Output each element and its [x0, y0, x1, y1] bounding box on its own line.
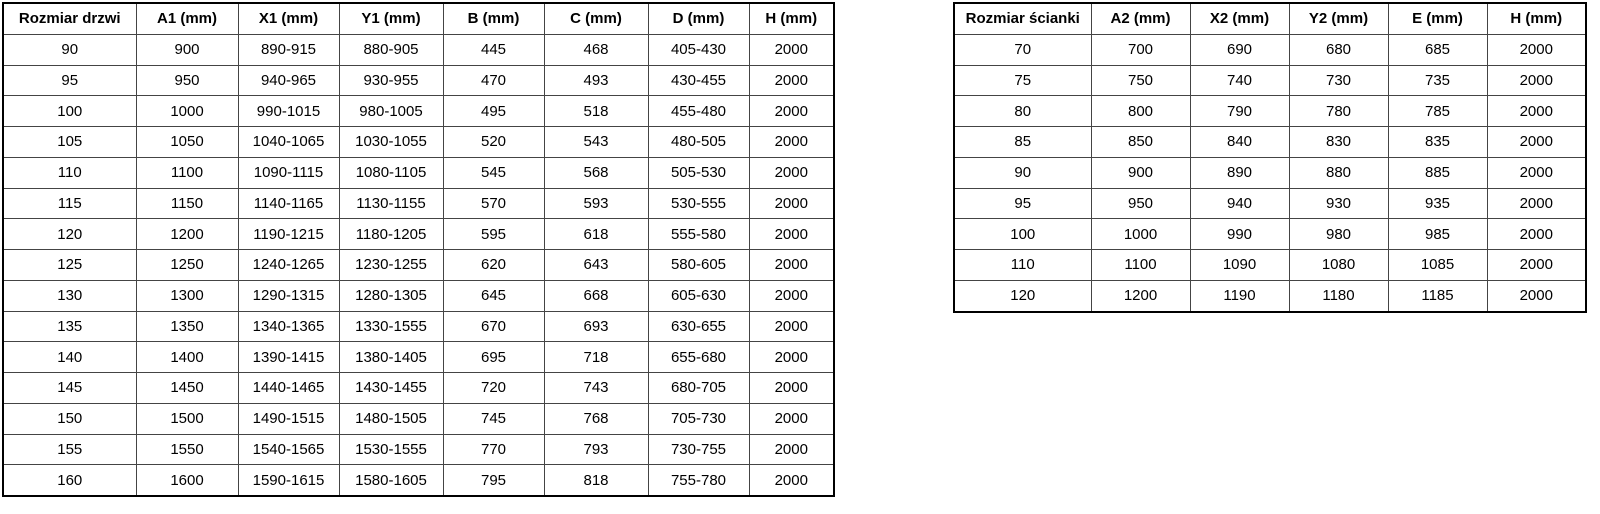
table-cell: 545	[443, 157, 544, 188]
table-cell: 990	[1190, 219, 1289, 250]
column-header: H (mm)	[749, 3, 834, 34]
table-cell: 900	[1091, 157, 1190, 188]
table-cell: 570	[443, 188, 544, 219]
table-cell: 2000	[749, 219, 834, 250]
table-cell: 1100	[1091, 250, 1190, 281]
column-header: X2 (mm)	[1190, 3, 1289, 34]
table-cell: 1050	[136, 127, 238, 158]
table-cell: 2000	[1487, 188, 1586, 219]
table-cell: 445	[443, 34, 544, 65]
table-cell: 2000	[1487, 65, 1586, 96]
table-cell: 880	[1289, 157, 1388, 188]
table-row	[954, 127, 1586, 158]
table-cell: 100	[3, 96, 136, 127]
table-cell: 95	[954, 188, 1091, 219]
table-cell: 835	[1388, 127, 1487, 158]
table-cell: 90	[3, 34, 136, 65]
table-cell: 2000	[1487, 127, 1586, 158]
table-cell: 1500	[136, 403, 238, 434]
table-cell: 950	[136, 65, 238, 96]
table-cell: 740	[1190, 65, 1289, 96]
door-size-table-body	[3, 34, 834, 496]
table-cell: 630-655	[648, 311, 749, 342]
table-cell: 1130-1155	[339, 188, 443, 219]
table-row	[3, 250, 834, 281]
table-row	[3, 188, 834, 219]
table-cell: 940-965	[238, 65, 339, 96]
table-cell: 2000	[1487, 96, 1586, 127]
column-header: D (mm)	[648, 3, 749, 34]
table-cell: 90	[954, 157, 1091, 188]
table-row	[954, 96, 1586, 127]
table-row	[954, 157, 1586, 188]
table-cell: 430-455	[648, 65, 749, 96]
table-cell: 935	[1388, 188, 1487, 219]
table-cell: 518	[544, 96, 648, 127]
table-cell: 680	[1289, 34, 1388, 65]
table-cell: 785	[1388, 96, 1487, 127]
table-cell: 1180	[1289, 280, 1388, 311]
table-cell: 2000	[749, 65, 834, 96]
table-cell: 1150	[136, 188, 238, 219]
table-cell: 850	[1091, 127, 1190, 158]
table-cell: 150	[3, 403, 136, 434]
table-cell: 940	[1190, 188, 1289, 219]
table-cell: 140	[3, 342, 136, 373]
table-cell: 1200	[1091, 280, 1190, 311]
table-cell: 643	[544, 250, 648, 281]
table-row	[3, 465, 834, 496]
table-row	[3, 219, 834, 250]
table-cell: 930	[1289, 188, 1388, 219]
table-cell: 1300	[136, 280, 238, 311]
table-cell: 555-580	[648, 219, 749, 250]
door-size-table	[2, 2, 835, 497]
table-cell: 2000	[749, 373, 834, 404]
table-cell: 1190	[1190, 280, 1289, 311]
table-cell: 743	[544, 373, 648, 404]
table-cell: 800	[1091, 96, 1190, 127]
table-cell: 2000	[749, 403, 834, 434]
column-header: Y1 (mm)	[339, 3, 443, 34]
table-cell: 1000	[1091, 219, 1190, 250]
table-cell: 100	[954, 219, 1091, 250]
table-cell: 530-555	[648, 188, 749, 219]
table-cell: 160	[3, 465, 136, 496]
table-cell: 2000	[749, 280, 834, 311]
table-cell: 85	[954, 127, 1091, 158]
table-cell: 930-955	[339, 65, 443, 96]
table-cell: 1390-1415	[238, 342, 339, 373]
table-cell: 2000	[1487, 219, 1586, 250]
column-header: X1 (mm)	[238, 3, 339, 34]
table-cell: 495	[443, 96, 544, 127]
table-cell: 2000	[1487, 157, 1586, 188]
table-cell: 480-505	[648, 127, 749, 158]
table-cell: 110	[3, 157, 136, 188]
column-header: Y2 (mm)	[1289, 3, 1388, 34]
table-cell: 980	[1289, 219, 1388, 250]
table-cell: 1030-1055	[339, 127, 443, 158]
table-cell: 2000	[1487, 250, 1586, 281]
table-row	[3, 280, 834, 311]
table-cell: 405-430	[648, 34, 749, 65]
table-cell: 985	[1388, 219, 1487, 250]
table-cell: 505-530	[648, 157, 749, 188]
table-cell: 1530-1555	[339, 434, 443, 465]
table-cell: 1590-1615	[238, 465, 339, 496]
table-cell: 130	[3, 280, 136, 311]
table-cell: 830	[1289, 127, 1388, 158]
wall-size-table-header	[954, 3, 1586, 34]
table-cell: 770	[443, 434, 544, 465]
table-row	[954, 65, 1586, 96]
table-cell: 2000	[749, 434, 834, 465]
table-cell: 1280-1305	[339, 280, 443, 311]
table-cell: 120	[3, 219, 136, 250]
table-cell: 1440-1465	[238, 373, 339, 404]
table-cell: 1080-1105	[339, 157, 443, 188]
column-header: H (mm)	[1487, 3, 1586, 34]
table-row	[3, 311, 834, 342]
table-cell: 1000	[136, 96, 238, 127]
table-cell: 1100	[136, 157, 238, 188]
table-cell: 1430-1455	[339, 373, 443, 404]
table-cell: 120	[954, 280, 1091, 311]
header-row	[3, 3, 834, 34]
table-cell: 1250	[136, 250, 238, 281]
table-cell: 735	[1388, 65, 1487, 96]
table-cell: 2000	[1487, 280, 1586, 311]
table-cell: 1085	[1388, 250, 1487, 281]
table-cell: 1090	[1190, 250, 1289, 281]
table-cell: 730-755	[648, 434, 749, 465]
table-cell: 145	[3, 373, 136, 404]
table-cell: 793	[544, 434, 648, 465]
table-cell: 1540-1565	[238, 434, 339, 465]
table-cell: 700	[1091, 34, 1190, 65]
table-cell: 620	[443, 250, 544, 281]
table-cell: 2000	[749, 127, 834, 158]
wall-size-table	[953, 2, 1587, 313]
table-cell: 115	[3, 188, 136, 219]
table-cell: 1230-1255	[339, 250, 443, 281]
table-cell: 880-905	[339, 34, 443, 65]
header-row	[954, 3, 1586, 34]
table-cell: 655-680	[648, 342, 749, 373]
table-row	[3, 96, 834, 127]
table-cell: 705-730	[648, 403, 749, 434]
table-cell: 840	[1190, 127, 1289, 158]
table-row	[3, 157, 834, 188]
table-cell: 1480-1505	[339, 403, 443, 434]
table-cell: 680-705	[648, 373, 749, 404]
table-cell: 2000	[749, 311, 834, 342]
column-header: A1 (mm)	[136, 3, 238, 34]
table-row	[3, 434, 834, 465]
table-cell: 595	[443, 219, 544, 250]
table-cell: 618	[544, 219, 648, 250]
table-cell: 1080	[1289, 250, 1388, 281]
table-cell: 2000	[749, 342, 834, 373]
table-cell: 1090-1115	[238, 157, 339, 188]
table-cell: 1600	[136, 465, 238, 496]
table-cell: 493	[544, 65, 648, 96]
table-cell: 768	[544, 403, 648, 434]
column-header: E (mm)	[1388, 3, 1487, 34]
table-cell: 593	[544, 188, 648, 219]
table-cell: 670	[443, 311, 544, 342]
table-cell: 543	[544, 127, 648, 158]
table-row	[3, 34, 834, 65]
column-header: B (mm)	[443, 3, 544, 34]
table-row	[3, 127, 834, 158]
table-row	[954, 219, 1586, 250]
table-cell: 730	[1289, 65, 1388, 96]
table-cell: 1490-1515	[238, 403, 339, 434]
table-cell: 693	[544, 311, 648, 342]
table-cell: 2000	[749, 34, 834, 65]
table-row	[3, 403, 834, 434]
table-cell: 668	[544, 280, 648, 311]
table-cell: 1140-1165	[238, 188, 339, 219]
table-cell: 1350	[136, 311, 238, 342]
table-cell: 580-605	[648, 250, 749, 281]
table-cell: 1200	[136, 219, 238, 250]
table-cell: 780	[1289, 96, 1388, 127]
table-cell: 1400	[136, 342, 238, 373]
table-cell: 790	[1190, 96, 1289, 127]
table-cell: 125	[3, 250, 136, 281]
column-header: Rozmiar drzwi	[3, 3, 136, 34]
table-cell: 110	[954, 250, 1091, 281]
table-cell: 2000	[749, 157, 834, 188]
table-cell: 1190-1215	[238, 219, 339, 250]
table-cell: 2000	[749, 96, 834, 127]
table-cell: 80	[954, 96, 1091, 127]
table-cell: 745	[443, 403, 544, 434]
table-cell: 1290-1315	[238, 280, 339, 311]
table-cell: 2000	[749, 250, 834, 281]
table-cell: 695	[443, 342, 544, 373]
table-cell: 95	[3, 65, 136, 96]
table-cell: 890	[1190, 157, 1289, 188]
table-row	[3, 65, 834, 96]
table-cell: 1550	[136, 434, 238, 465]
table-cell: 900	[136, 34, 238, 65]
table-cell: 720	[443, 373, 544, 404]
table-row	[954, 250, 1586, 281]
table-cell: 690	[1190, 34, 1289, 65]
table-cell: 685	[1388, 34, 1487, 65]
table-cell: 470	[443, 65, 544, 96]
table-cell: 568	[544, 157, 648, 188]
table-cell: 818	[544, 465, 648, 496]
table-cell: 75	[954, 65, 1091, 96]
table-cell: 1185	[1388, 280, 1487, 311]
table-cell: 1450	[136, 373, 238, 404]
table-cell: 2000	[749, 465, 834, 496]
table-cell: 990-1015	[238, 96, 339, 127]
table-cell: 750	[1091, 65, 1190, 96]
table-cell: 135	[3, 311, 136, 342]
table-cell: 980-1005	[339, 96, 443, 127]
table-cell: 950	[1091, 188, 1190, 219]
table-cell: 1240-1265	[238, 250, 339, 281]
table-cell: 105	[3, 127, 136, 158]
table-cell: 795	[443, 465, 544, 496]
table-row	[954, 34, 1586, 65]
table-cell: 1330-1555	[339, 311, 443, 342]
table-cell: 1580-1605	[339, 465, 443, 496]
table-cell: 890-915	[238, 34, 339, 65]
table-cell: 1380-1405	[339, 342, 443, 373]
table-cell: 1340-1365	[238, 311, 339, 342]
table-cell: 155	[3, 434, 136, 465]
table-row	[3, 342, 834, 373]
table-row	[3, 373, 834, 404]
table-row	[954, 188, 1586, 219]
table-row	[954, 280, 1586, 311]
door-size-table-header	[3, 3, 834, 34]
table-cell: 455-480	[648, 96, 749, 127]
wall-size-table-body	[954, 34, 1586, 311]
column-header: A2 (mm)	[1091, 3, 1190, 34]
table-cell: 755-780	[648, 465, 749, 496]
table-cell: 468	[544, 34, 648, 65]
column-header: C (mm)	[544, 3, 648, 34]
table-cell: 2000	[1487, 34, 1586, 65]
column-header: Rozmiar ścianki	[954, 3, 1091, 34]
table-cell: 1180-1205	[339, 219, 443, 250]
table-cell: 885	[1388, 157, 1487, 188]
table-cell: 718	[544, 342, 648, 373]
table-cell: 645	[443, 280, 544, 311]
table-cell: 2000	[749, 188, 834, 219]
table-cell: 605-630	[648, 280, 749, 311]
table-cell: 520	[443, 127, 544, 158]
table-cell: 70	[954, 34, 1091, 65]
table-cell: 1040-1065	[238, 127, 339, 158]
